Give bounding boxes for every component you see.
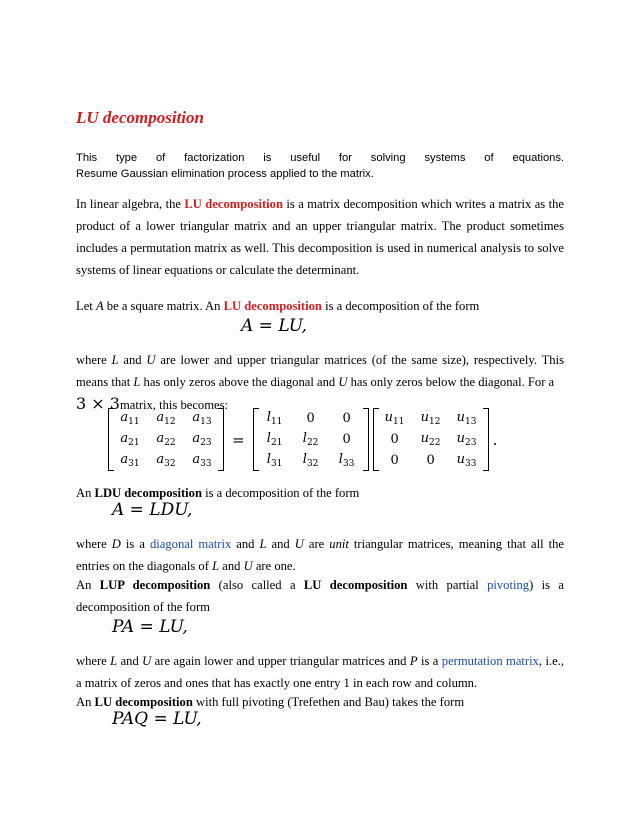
matrix-entry: 0	[426, 453, 435, 468]
matrix-entry: 0	[390, 453, 399, 468]
equation-a-ldu: A = LDU,	[112, 500, 193, 520]
paragraph-definition: In linear algebra, the LU decomposition is a matrix decomposition which writes a matrix as the product of a lower triangular matrix and an upper triangular matrix. The product sometimes includes a permutation matrix as well. This decomposition is used in numerical analysis to solve systems of linear equations or calculate the determinant.	[76, 197, 565, 277]
matrix-entry: $a_{31}$	[120, 452, 140, 469]
pivoting-link[interactable]: pivoting	[487, 578, 530, 592]
equals-sign: =	[232, 430, 245, 449]
intro-paragraph	[76, 150, 564, 182]
matrix-a	[108, 408, 224, 471]
equation-a-lu: A = LU,	[241, 316, 307, 336]
lu-highlight: LU decomposition	[223, 299, 322, 313]
matrix-entry: $a_{11}$	[120, 410, 140, 427]
matrix-entry: $a_{32}$	[156, 452, 176, 469]
matrix-entry: $l_{21}$	[266, 431, 283, 448]
matrix-entry: $u_{22}$	[420, 431, 441, 448]
matrix-entry: $a_{22}$	[156, 431, 176, 448]
matrix-entry: $a_{13}$	[192, 410, 212, 427]
matrix-entry: $u_{23}$	[456, 431, 477, 448]
matrix-entry: $a_{23}$	[192, 431, 212, 448]
diagonal-matrix-link[interactable]: diagonal matrix	[149, 537, 232, 551]
matrix-size: 3 × 3	[76, 394, 120, 413]
paragraph-lup: An LUP decomposition (also called a LU decomposition with partial pivoting) is a decomposition of the form	[76, 578, 564, 614]
paragraph-full-pivoting: An LU decomposition with full pivoting (Trefethen and Bau) takes the form	[76, 695, 465, 709]
matrix-entry: $l_{33}$	[338, 452, 355, 469]
matrix-entry: $a_{12}$	[156, 410, 176, 427]
intro-line-2: Resume Gaussian elimination process applied to the matrix.	[76, 168, 374, 180]
paragraph-let-a: Let A be a square matrix. An LU decomposition is a decomposition of the form	[76, 299, 480, 313]
matrix-entry: $u_{33}$	[456, 452, 477, 469]
lu-highlight: LU decomposition	[184, 197, 283, 211]
matrix-entry: $l_{31}$	[266, 452, 283, 469]
paragraph-where-p: where L and U are again lower and upper triangular matrices and P is a permutation matrix, i.e., a matrix of zeros and ones that has exactly one entry 1 in each row and column.	[76, 654, 564, 690]
matrix-entry: $l_{32}$	[302, 452, 319, 469]
matrix-entry: $u_{13}$	[456, 410, 477, 427]
matrix-entry: 0	[342, 432, 351, 447]
equation-pa-lu: PA = LU,	[112, 617, 188, 637]
matrix-entry: 0	[306, 411, 315, 426]
equation-paq-lu: PAQ = LU,	[112, 709, 202, 729]
matrix-entry: 0	[390, 432, 399, 447]
period: .	[492, 430, 498, 449]
paragraph-where-d: where D is a diagonal matrix and L and U are unit triangular matrices, meaning that all the entries on the diagonals of L and U are one.	[76, 537, 565, 573]
matrix-entry: $u_{11}$	[384, 410, 405, 427]
matrix-equation	[108, 408, 505, 471]
matrix-entry: $u_{12}$	[420, 410, 441, 427]
paragraph-where-l-u: where L and U are lower and upper triangular matrices (of the same size), respectively. This means that L has only zeros above the diagonal and U has only zeros below the diagonal. For a 3 × 3matrix, this becomes:	[76, 353, 564, 413]
matrix-entry: $l_{22}$	[302, 431, 319, 448]
matrix-l	[253, 408, 369, 471]
paragraph-ldu: An LDU decomposition is a decomposition of the form	[76, 486, 360, 500]
matrix-u	[373, 408, 489, 471]
matrix-entry: $l_{11}$	[266, 410, 283, 427]
page-title: LU decomposition	[76, 108, 204, 127]
matrix-entry: $a_{33}$	[192, 452, 212, 469]
matrix-entry: $a_{21}$	[120, 431, 140, 448]
intro-line-1: This type of factorization is useful for solving systems of equations.	[76, 152, 565, 164]
permutation-matrix-link[interactable]: permutation matrix	[441, 654, 539, 668]
matrix-entry: 0	[342, 411, 351, 426]
